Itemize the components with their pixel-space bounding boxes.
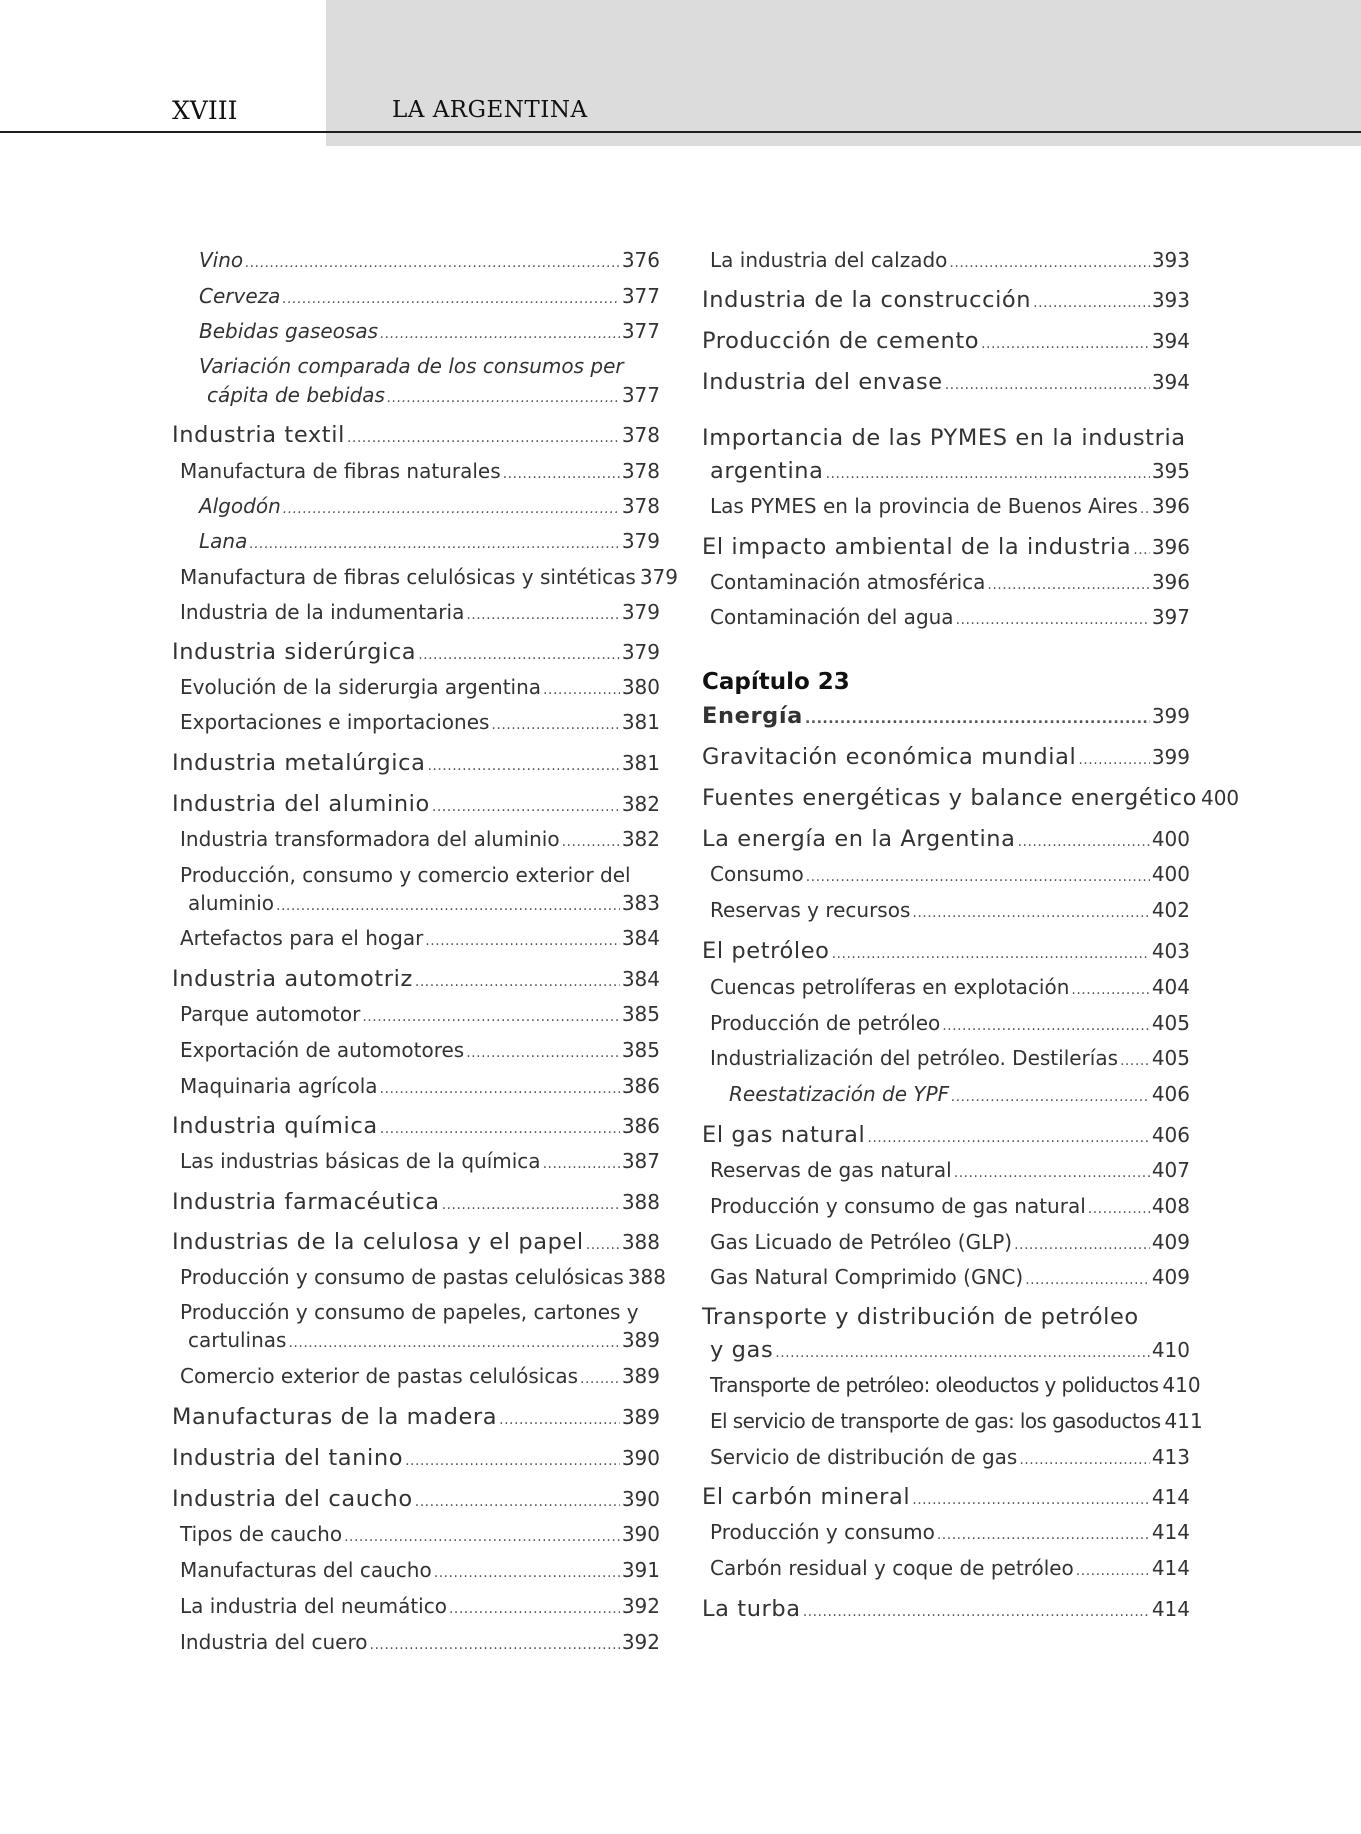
toc-entry-text: La energía en la Argentina (702, 826, 1016, 852)
toc-entry-page: 381 (621, 751, 660, 775)
toc-entry (702, 1337, 1190, 1363)
toc-entry-page: 377 (621, 284, 660, 308)
toc-entry-page: 386 (621, 1074, 660, 1098)
toc-entry-page: 378 (621, 423, 660, 447)
toc-entry-page: 394 (1151, 329, 1190, 353)
toc-entry-page: 381 (621, 710, 660, 734)
toc-entry (172, 1328, 660, 1352)
leader-dots (418, 639, 620, 665)
toc-entry-page: 414 (1151, 1485, 1190, 1509)
toc-entry-text: El carbón mineral (702, 1484, 911, 1510)
toc-entry (172, 565, 678, 589)
leader-dots (1033, 287, 1150, 313)
toc-entry (172, 926, 660, 950)
toc-entry-text: Gas Licuado de Petróleo (GLP) (710, 1230, 1013, 1254)
toc-entry (702, 1484, 1190, 1510)
toc-entry-page: 414 (1151, 1556, 1190, 1580)
toc-entry-text: La industria del neumático (180, 1594, 447, 1618)
toc-entry (702, 494, 1190, 518)
leader-dots (427, 750, 619, 776)
toc-entry-text: Industria farmacéutica (172, 1189, 440, 1215)
toc-entry-text: Producción de petróleo (710, 1011, 941, 1035)
toc-entry (172, 1113, 660, 1139)
toc-entry-text: Parque automotor (180, 1002, 361, 1026)
leader-dots (449, 1594, 620, 1618)
toc-entry-page: 378 (621, 494, 660, 518)
toc-entry-page: 402 (1151, 898, 1190, 922)
toc-entry-page: 392 (621, 1630, 660, 1654)
leader-dots (491, 710, 619, 734)
toc-entry-text: Industria transformadora del aluminio (180, 827, 560, 851)
toc-entry-page: 400 (1200, 786, 1240, 810)
toc-entry (702, 1409, 1203, 1433)
leader-dots (942, 1011, 1150, 1035)
toc-entry-page: 382 (621, 827, 660, 851)
leader-dots (912, 1484, 1150, 1510)
toc-entry-page: 385 (621, 1002, 660, 1026)
toc-entry-page: 388 (621, 1190, 660, 1214)
toc-entry (172, 1074, 660, 1098)
toc-entry-text: y gas (710, 1337, 774, 1363)
toc-entry (172, 1364, 660, 1388)
toc-entry-line: Importancia de las PYMES en la industria (702, 425, 1186, 451)
leader-dots (466, 600, 619, 624)
toc-entry-page: 394 (1151, 370, 1190, 394)
page-number: XVIII (172, 96, 238, 125)
leader-dots (415, 966, 620, 992)
leader-dots (380, 1113, 620, 1139)
leader-dots (867, 1122, 1149, 1148)
toc-entry-text: Tipos de caucho (180, 1522, 343, 1546)
toc-entry-page: 406 (1151, 1123, 1190, 1147)
toc-entry-page: 379 (621, 600, 660, 624)
toc-entry-page: 400 (1151, 827, 1190, 851)
chapter-title (702, 703, 1190, 729)
toc-entry-page: 382 (621, 792, 660, 816)
toc-entry-page: 410 (1151, 1338, 1190, 1362)
toc-entry (702, 938, 1190, 964)
toc-entry-text: Artefactos para el hogar (180, 926, 424, 950)
toc-entry-text: Bebidas gaseosas (199, 319, 379, 343)
toc-entry-page: 389 (621, 1405, 660, 1429)
toc-entry (172, 383, 660, 407)
toc-entry (702, 785, 1240, 811)
toc-entry (702, 328, 1190, 354)
toc-entry-text: Contaminación del agua (710, 605, 954, 629)
leader-dots (283, 494, 620, 518)
toc-entry-page: 389 (621, 1364, 660, 1388)
toc-entry (702, 1082, 1190, 1106)
leader-dots (1120, 1046, 1150, 1070)
toc-entry-page: 390 (621, 1446, 660, 1470)
toc-entry-page: 405 (1151, 1011, 1190, 1035)
toc-entry-text: El petróleo (702, 938, 830, 964)
toc-entry-text: Industria del caucho (172, 1486, 413, 1512)
toc-entry-page: 406 (1151, 1082, 1190, 1106)
toc-entry-text: El impacto ambiental de la industria (702, 534, 1132, 560)
running-title: LA ARGENTINA (392, 97, 588, 123)
leader-dots (981, 328, 1150, 354)
leader-dots (503, 459, 620, 483)
toc-entry-text: Comercio exterior de pastas celulósicas (180, 1364, 579, 1388)
toc-entry (172, 494, 660, 518)
toc-entry-text: Industrialización del petróleo. Destilerías (710, 1046, 1119, 1070)
leader-dots (466, 1038, 620, 1062)
toc-entry-text: Industria textil (172, 422, 345, 448)
leader-dots (956, 605, 1150, 629)
toc-entry-text: Cerveza (199, 284, 281, 308)
toc-entry (702, 1046, 1190, 1070)
toc-entry-line: Transporte y distribución de petróleo (702, 1304, 1139, 1330)
toc-entry (172, 1630, 660, 1654)
toc-entry-page: 405 (1151, 1046, 1190, 1070)
toc-entry-page: 378 (621, 459, 660, 483)
toc-entry-text: Industria del envase (702, 369, 943, 395)
toc-entry-page: 384 (621, 926, 660, 950)
leader-dots (249, 529, 619, 553)
toc-entry-page: 397 (1151, 605, 1190, 629)
toc-entry (702, 1011, 1190, 1035)
leader-dots (1025, 1265, 1150, 1289)
toc-entry (702, 369, 1190, 395)
leader-dots (805, 703, 1150, 729)
toc-entry (702, 1596, 1190, 1622)
leader-dots (806, 862, 1150, 886)
toc-entry-text: El servicio de transporte de gas: los gasoductos (710, 1409, 1161, 1433)
toc-entry (702, 287, 1190, 313)
toc-entry-page: 383 (621, 891, 660, 915)
toc-entry (172, 600, 660, 624)
toc-entry-page: 379 (621, 529, 660, 553)
toc-entry (702, 1556, 1190, 1580)
toc-entry (702, 570, 1190, 594)
toc-entry-page: 388 (621, 1230, 660, 1254)
toc-entry-text: Industria automotriz (172, 966, 413, 992)
toc-entry-text: Maquinaria agrícola (180, 1074, 378, 1098)
toc-entry-page: 404 (1151, 975, 1190, 999)
leader-dots (832, 938, 1150, 964)
toc-entry-page: 403 (1151, 939, 1190, 963)
toc-entry (172, 791, 660, 817)
leader-dots (562, 827, 620, 851)
toc-entry-page: 390 (621, 1522, 660, 1546)
leader-dots (282, 284, 619, 308)
toc-entry (172, 1594, 660, 1618)
leader-dots (1133, 534, 1150, 560)
leader-dots (1014, 1230, 1150, 1254)
leader-dots (387, 383, 620, 407)
toc-entry-text: Industria química (172, 1113, 378, 1139)
toc-entry (172, 248, 660, 272)
toc-entry (172, 422, 660, 448)
toc-entry (702, 605, 1190, 629)
toc-entry-page: 409 (1151, 1265, 1190, 1289)
toc-entry (172, 529, 660, 553)
toc-entry-page: 384 (621, 967, 660, 991)
toc-entry-text: Industria de la construcción (702, 287, 1032, 313)
leader-dots (1088, 1194, 1150, 1218)
leader-dots (415, 1486, 620, 1512)
leader-dots (586, 1229, 620, 1255)
toc-entry (702, 1265, 1190, 1289)
toc-entry (702, 1230, 1190, 1254)
toc-entry-text: argentina (710, 458, 824, 484)
leader-dots (370, 1630, 620, 1654)
leader-dots (580, 1364, 620, 1388)
toc-entry (702, 1520, 1190, 1544)
toc-entry-page: 408 (1151, 1194, 1190, 1218)
toc-entry-text: Industria de la indumentaria (180, 600, 465, 624)
toc-entry-page: 392 (621, 1594, 660, 1618)
toc-entry-text: Las PYMES en la provincia de Buenos Aires (710, 494, 1138, 518)
toc-entry-text: Algodón (199, 494, 281, 518)
toc-entry (172, 750, 660, 776)
toc-entry (702, 1445, 1190, 1469)
toc-entry-text: cápita de bebidas (207, 383, 385, 407)
toc-entry-page: 395 (1151, 459, 1190, 483)
toc-entry-text: Las industrias básicas de la química (180, 1149, 541, 1173)
toc-entry-text: Gravitación económica mundial (702, 744, 1077, 770)
toc-entry-page: 386 (621, 1114, 660, 1138)
toc-entry-page: 379 (621, 640, 660, 664)
toc-entry-page: 411 (1164, 1409, 1203, 1433)
toc-entry-page: 388 (627, 1265, 666, 1289)
toc-entry (172, 1486, 660, 1512)
toc-entry (172, 284, 660, 308)
toc-entry (172, 827, 660, 851)
leader-dots (945, 369, 1150, 395)
leader-dots (949, 248, 1149, 272)
leader-dots (245, 248, 620, 272)
toc-entry-text: Manufacturas de la madera (172, 1404, 498, 1430)
toc-entry (172, 1149, 660, 1173)
toc-entry-page: 393 (1151, 248, 1190, 272)
toc-entry-text: Reservas y recursos (710, 898, 911, 922)
leader-dots (826, 458, 1150, 484)
toc-entry-text: Transporte de petróleo: oleoductos y poliductos (710, 1373, 1159, 1397)
toc-entry-page: 389 (621, 1328, 660, 1352)
leader-dots (362, 1002, 619, 1026)
toc-entry-line: Producción y consumo de papeles, cartones y (180, 1300, 639, 1324)
toc-entry (702, 248, 1190, 272)
toc-entry-text: Industria del tanino (172, 1445, 404, 1471)
toc-entry-page: 396 (1151, 535, 1190, 559)
toc-entry-text: Industria del aluminio (172, 791, 430, 817)
toc-entry-page: 414 (1151, 1520, 1190, 1544)
toc-entry-page: 396 (1151, 570, 1190, 594)
header-band (326, 0, 1361, 146)
toc-entry-text: Exportación de automotores (180, 1038, 465, 1062)
toc-entry (702, 826, 1190, 852)
toc-entry (172, 966, 660, 992)
leader-dots (1078, 744, 1149, 770)
toc-entry (172, 1189, 660, 1215)
toc-entry-line: Variación comparada de los consumos per (199, 354, 624, 378)
leader-dots (344, 1522, 620, 1546)
leader-dots (288, 1328, 619, 1352)
toc-entry (172, 891, 660, 915)
toc-entry-text: Industria del cuero (180, 1630, 368, 1654)
toc-entry-text: Producción de cemento (702, 328, 980, 354)
toc-entry (172, 1445, 660, 1471)
toc-entry (172, 675, 660, 699)
leader-dots (543, 675, 620, 699)
toc-entry (172, 1229, 660, 1255)
toc-entry-text: La turba (702, 1596, 801, 1622)
toc-entry (172, 1265, 666, 1289)
toc-entry-page: 393 (1151, 288, 1190, 312)
toc-entry-page: 407 (1151, 1158, 1190, 1182)
toc-entry (702, 458, 1190, 484)
toc-entry-text: Producción y consumo de gas natural (710, 1194, 1086, 1218)
leader-dots (442, 1189, 620, 1215)
toc-entry-text: Manufactura de fibras naturales (180, 459, 501, 483)
toc-entry (172, 1038, 660, 1062)
toc-entry (702, 975, 1190, 999)
toc-entry-text: Servicio de distribución de gas (710, 1445, 1018, 1469)
toc-entry-text: Contaminación atmosférica (710, 570, 986, 594)
toc-entry-page: 387 (621, 1149, 660, 1173)
leader-dots (499, 1404, 620, 1430)
leader-dots (347, 422, 620, 448)
toc-entry-text: Reservas de gas natural (710, 1158, 952, 1182)
leader-dots (276, 891, 620, 915)
leader-dots (425, 926, 620, 950)
leader-dots (803, 1596, 1150, 1622)
leader-dots (380, 319, 620, 343)
toc-entry-text: La industria del calzado (710, 248, 948, 272)
leader-dots (1140, 494, 1150, 518)
toc-entry (172, 319, 660, 343)
leader-dots (775, 1337, 1150, 1363)
leader-dots (380, 1074, 620, 1098)
toc-entry-text: aluminio (188, 891, 274, 915)
leader-dots (1071, 975, 1149, 999)
toc-entry-page: 379 (639, 565, 678, 589)
toc-entry-page: 409 (1151, 1230, 1190, 1254)
chapter-label: Capítulo 23 (702, 669, 850, 695)
toc-entry (702, 1122, 1190, 1148)
toc-entry-text: El gas natural (702, 1122, 866, 1148)
toc-entry (702, 1194, 1190, 1218)
toc-entry (172, 1404, 660, 1430)
toc-entry-text: Cuencas petrolíferas en explotación (710, 975, 1070, 999)
toc-entry-page: 414 (1151, 1597, 1190, 1621)
leader-dots (1019, 1445, 1149, 1469)
toc-entry-page: 391 (621, 1558, 660, 1582)
toc-entry-text: Manufacturas del caucho (180, 1558, 432, 1582)
toc-entry-page: 376 (621, 248, 660, 272)
toc-entry-text: Reestatización de YPF (729, 1082, 950, 1106)
leader-dots (405, 1445, 620, 1471)
toc-entry-text: Producción y consumo (710, 1520, 935, 1544)
toc-entry-page: 410 (1162, 1373, 1201, 1397)
toc-entry-page: 413 (1151, 1445, 1190, 1469)
leader-dots (543, 1149, 620, 1173)
leader-dots (912, 898, 1149, 922)
leader-dots (432, 791, 620, 817)
toc-entry (702, 744, 1190, 770)
toc-entry-page: 396 (1151, 494, 1190, 518)
toc-entry-text: Evolución de la siderurgia argentina (180, 675, 542, 699)
leader-dots (434, 1558, 620, 1582)
toc-entry (702, 534, 1190, 560)
toc-entry-text: Manufactura de fibras celulósicas y sintéticas (180, 565, 636, 589)
toc-entry (172, 1558, 660, 1582)
leader-dots (987, 570, 1149, 594)
toc-entry-page: 377 (621, 383, 660, 407)
toc-entry-text: Energía (702, 703, 803, 729)
toc-entry (172, 1002, 660, 1026)
leader-dots (951, 1082, 1150, 1106)
toc-entry-text: Industrias de la celulosa y el papel (172, 1229, 584, 1255)
toc-entry-page: 390 (621, 1487, 660, 1511)
toc-entry (172, 459, 660, 483)
header-rule (0, 131, 1361, 133)
toc-entry (702, 1158, 1190, 1182)
toc-entry (702, 1373, 1201, 1397)
leader-dots (1018, 826, 1150, 852)
toc-entry-text: cartulinas (188, 1328, 287, 1352)
toc-entry-page: 399 (1151, 745, 1190, 769)
toc-entry-text: Consumo (710, 862, 804, 886)
toc-entry (702, 862, 1190, 886)
toc-entry-text: Lana (199, 529, 248, 553)
toc-entry-text: Gas Natural Comprimido (GNC) (710, 1265, 1024, 1289)
toc-entry-text: Industria metalúrgica (172, 750, 426, 776)
toc-entry-text: Carbón residual y coque de petróleo (710, 1556, 1074, 1580)
toc-entry-page: 377 (621, 319, 660, 343)
toc-entry (172, 639, 660, 665)
toc-entry-text: Industria siderúrgica (172, 639, 417, 665)
toc-entry-text: Producción y consumo de pastas celulósicas (180, 1265, 624, 1289)
toc-entry (702, 898, 1190, 922)
leader-dots (954, 1158, 1150, 1182)
leader-dots (1076, 1556, 1150, 1580)
toc-entry-page: 399 (1151, 704, 1190, 728)
toc-entry-text: Exportaciones e importaciones (180, 710, 490, 734)
toc-entry-line: Producción, consumo y comercio exterior del (180, 863, 631, 887)
toc-entry-page: 400 (1151, 862, 1190, 886)
leader-dots (937, 1520, 1150, 1544)
toc-entry-text: Vino (199, 248, 244, 272)
toc-entry-text: Fuentes energéticas y balance energético (702, 785, 1197, 811)
toc-entry-page: 380 (621, 675, 660, 699)
toc-entry (172, 710, 660, 734)
toc-entry (172, 1522, 660, 1546)
toc-entry-page: 385 (621, 1038, 660, 1062)
